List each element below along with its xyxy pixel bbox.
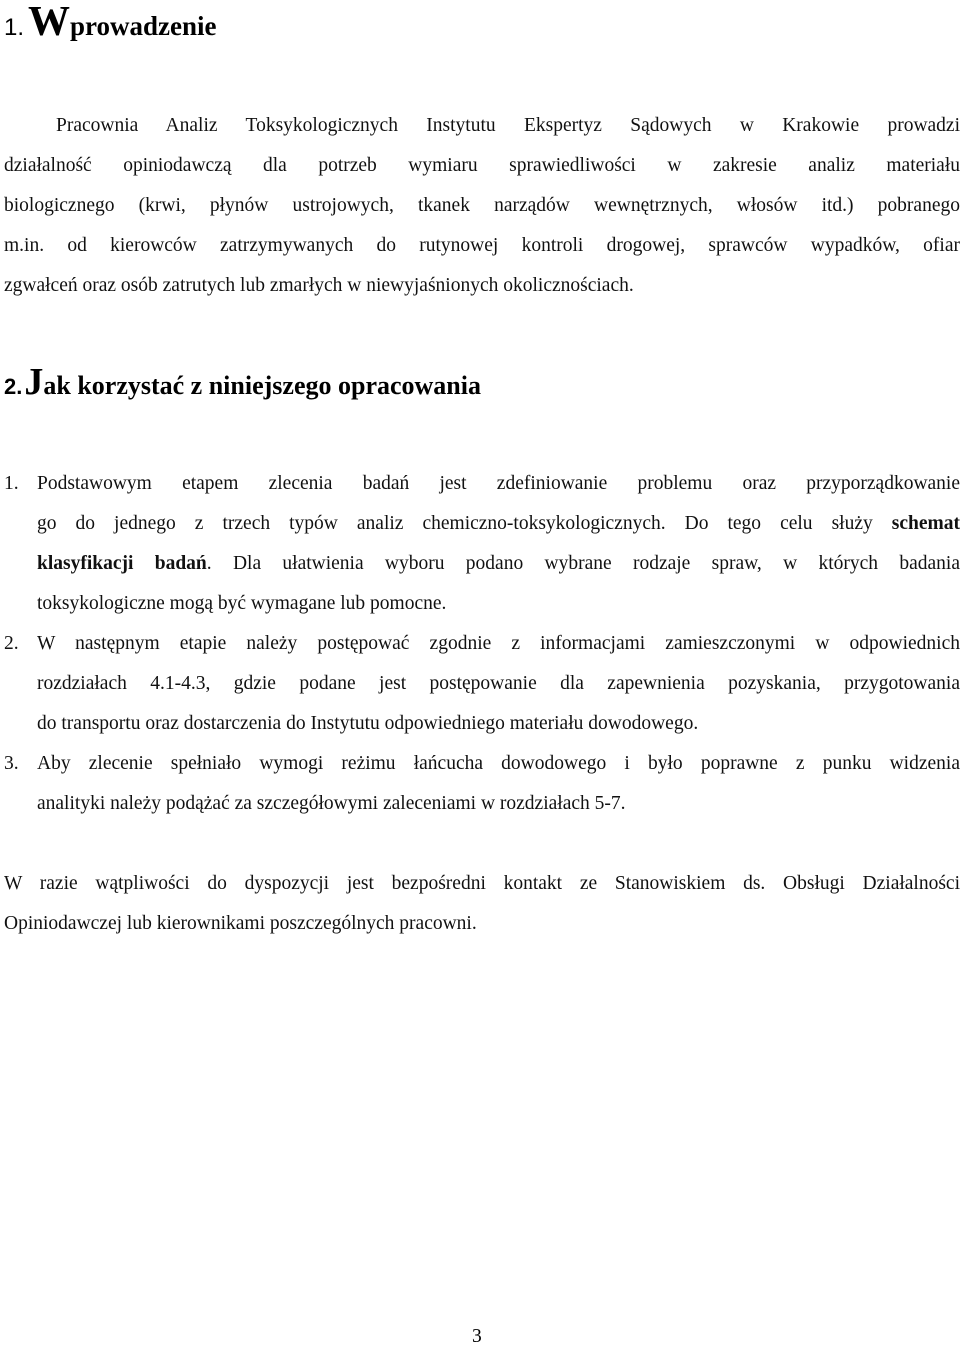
list-item-line [37,504,960,544]
list-marker: 1. [4,473,19,494]
closing-paragraph [4,864,960,944]
heading-initial: J [24,361,44,403]
paragraph-line: biologicznego (krwi, płynów ustrojowych, tkanek narządów wewnętrznych, włosów itd.) pobranego [4,195,960,216]
paragraph-line: zgwałceń oraz osób zatrutych lub zmarłych w niewyjaśnionych okolicznościach. [4,275,634,296]
section-heading-introduction [4,0,217,44]
paragraph-line: m.in. od kierowców zatrzymywanych do rutynowej kontroli drogowej, sprawców wypadków, ofiar [4,235,960,256]
section-number: 1. [4,14,25,41]
list-item-line: W następnym etapie należy postępować zgodnie z informacjami zamieszczonymi w odpowiednich [37,633,960,654]
section-heading-usage [4,360,481,408]
list-item-line [37,544,960,584]
paragraph-line: Pracownia Analiz Toksykologicznych Instytutu Ekspertyz Sądowych w Krakowie prowadzi [56,115,960,136]
intro-paragraph [4,106,960,306]
page-number: 3 [472,1326,482,1347]
paragraph-line: działalność opiniodawczą dla potrzeb wymiaru sprawiedliwości w zakresie analiz materiału [4,155,960,176]
list-item [4,464,960,624]
steps-list [4,464,960,824]
paragraph-line: W razie wątpliwości do dyspozycji jest bezpośredni kontakt ze Stanowiskiem ds. Obsługi Działalności [4,873,960,894]
list-item-line: Aby zlecenie spełniało wymogi reżimu łańcucha dowodowego i było poprawne z punku widzenia [37,753,960,774]
list-item-line: Podstawowym etapem zlecenia badań jest zdefiniowanie problemu oraz przyporządkowanie [37,473,960,494]
list-item-text: . Dla ułatwienia wyboru podano wybrane rodzaje spraw, w których badania [206,553,960,574]
heading-text: prowadzenie [70,11,217,41]
list-marker: 2. [4,633,19,654]
section-number: 2. [4,374,23,399]
emphasis-text: klasyfikacji badań [37,553,207,574]
heading-text: ak korzystać z niniejszego opracowania [43,371,481,400]
list-item-line: rozdziałach 4.1-4.3, gdzie podane jest postępowanie dla zapewnienia pozyskania, przygotowania [37,673,960,694]
heading-initial: W [28,0,71,45]
list-marker: 3. [4,753,19,774]
list-item [4,744,960,824]
paragraph-line: Opiniodawczej lub kierownikami poszczególnych pracowni. [4,913,477,934]
emphasis-text: schemat [891,513,960,534]
list-item-text: go do jednego z trzech typów analiz chemiczno-toksykologicznych. Do tego celu służy [37,513,873,534]
list-item-line: do transportu oraz dostarczenia do Instytutu odpowiedniego materiału dowodowego. [37,713,699,734]
list-item-line: analityki należy podążać za szczegółowymi zaleceniami w rozdziałach 5-7. [37,793,626,814]
list-item-line: toksykologiczne mogą być wymagane lub pomocne. [37,593,447,614]
list-item [4,624,960,744]
